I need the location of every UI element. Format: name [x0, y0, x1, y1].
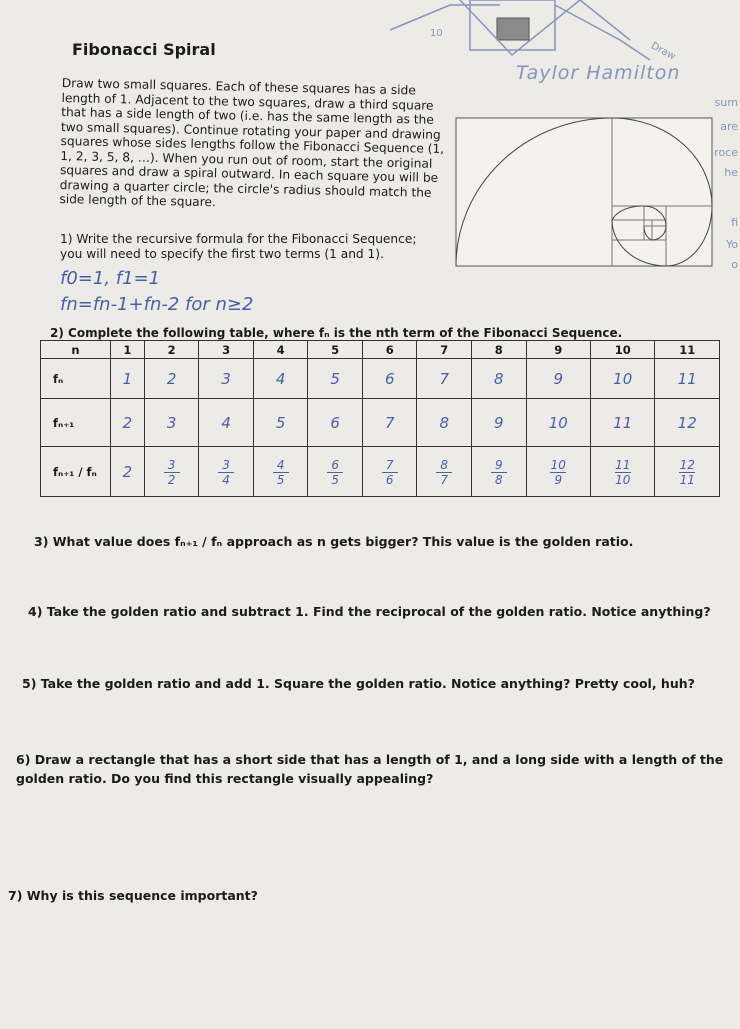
table-cell[interactable]: 6 — [308, 399, 363, 447]
margin-scrap: he — [724, 166, 738, 179]
table-cell[interactable]: 12 — [655, 399, 720, 447]
table-cell[interactable] — [362, 447, 417, 497]
table-header-cell: 1 — [111, 341, 145, 359]
question-5: 5) Take the golden ratio and add 1. Square the golden ratio. Notice anything? Pretty cool, huh? — [22, 676, 695, 691]
table-cell[interactable]: 8 — [417, 399, 472, 447]
table-cell[interactable]: 5 — [253, 399, 308, 447]
table-header-n: n — [41, 341, 111, 359]
table-header-cell: 2 — [144, 341, 199, 359]
table-cell[interactable]: 6 — [362, 359, 417, 399]
table-cell[interactable]: 4 — [253, 359, 308, 399]
intro-instructions: Draw two small squares. Each of these squares has a side length of 1. Adjacent to the two squares, draw a third square that has a side length of two (i.e. has the same length as the two small squares). Continue rotating your paper and drawing squares whose sides lengths follow the Fibonacci Sequence (1, 1, 2, 3, 5, 8, …). When you run out of room, start the original squares and draw a spiral outward. In each square you will be drawing a quarter circle; the circle's radius should match the side length of the square. — [59, 76, 445, 210]
row-label: fₙ — [41, 359, 111, 399]
table-header-cell: 5 — [308, 341, 363, 359]
table-cell[interactable]: 11 — [655, 359, 720, 399]
table-header-cell: 4 — [253, 341, 308, 359]
table-cell[interactable]: 3 — [199, 359, 254, 399]
table-header-cell: 9 — [526, 341, 590, 359]
question-4: 4) Take the golden ratio and subtract 1. Find the reciprocal of the golden ratio. Notice anything? — [28, 604, 711, 619]
question-7: 7) Why is this sequence important? — [8, 888, 258, 903]
question-1: 1) Write the recursive formula for the Fibonacci Sequence; you will need to specify the first two terms (1 and 1). — [60, 232, 417, 261]
margin-scrap: Yo — [726, 238, 738, 251]
table-cell[interactable] — [655, 447, 720, 497]
question-6: 6) Draw a rectangle that has a short side that has a length of 1, and a long side with a length of the golden ratio. Do you find this rectangle visually appealing? — [16, 752, 724, 786]
table-row-fn — [41, 359, 720, 399]
table-cell[interactable]: 9 — [472, 399, 527, 447]
header-number: 10 — [430, 28, 443, 39]
ratio-fraction: $\frac{10}{9}$ — [550, 457, 566, 487]
row-label: fₙ₊₁ — [41, 399, 111, 447]
ratio-fraction: $\frac{8}{7}$ — [436, 459, 452, 486]
fibonacci-table — [40, 340, 720, 497]
table-cell[interactable]: 9 — [526, 359, 590, 399]
table-header-cell: 11 — [655, 341, 720, 359]
margin-scrap: fi — [731, 216, 738, 229]
header-draw-note: Draw — [648, 40, 678, 63]
table-cell[interactable]: 4 — [199, 399, 254, 447]
table-cell[interactable]: 1 — [111, 359, 145, 399]
table-cell[interactable]: 2 — [111, 447, 145, 497]
ratio-fraction: $\frac{6}{5}$ — [327, 459, 343, 486]
table-cell[interactable] — [591, 447, 655, 497]
fibonacci-spiral-diagram — [454, 108, 718, 268]
table-cell[interactable]: 8 — [472, 359, 527, 399]
table-header-cell: 10 — [591, 341, 655, 359]
question-3: 3) What value does fₙ₊₁ / fₙ approach as n gets bigger? This value is the golden ratio. — [34, 534, 634, 549]
ratio-fraction: $\frac{7}{6}$ — [382, 459, 398, 486]
table-cell[interactable]: 3 — [144, 399, 199, 447]
table-cell[interactable] — [308, 447, 363, 497]
ratio-fraction: $\frac{11}{10}$ — [615, 457, 631, 487]
ratio-fraction: $\frac{4}{5}$ — [273, 459, 289, 486]
ratio-fraction: $\frac{3}{4}$ — [218, 459, 234, 486]
page-title: Fibonacci Spiral — [72, 40, 216, 59]
table-cell[interactable]: 5 — [308, 359, 363, 399]
table-cell[interactable] — [472, 447, 527, 497]
table-header-cell: 6 — [362, 341, 417, 359]
table-header-cell: 7 — [417, 341, 472, 359]
table-row-fn-plus-1 — [41, 399, 720, 447]
table-cell[interactable] — [144, 447, 199, 497]
table-cell[interactable]: 2 — [144, 359, 199, 399]
table-header-cell: 3 — [199, 341, 254, 359]
table-cell[interactable] — [253, 447, 308, 497]
margin-scrap: are — [720, 120, 738, 133]
table-cell[interactable]: 11 — [591, 399, 655, 447]
question-2: 2) Complete the following table, where fₙ is the nth term of the Fibonacci Sequence. — [50, 326, 623, 340]
answer-1-recursive-formula: fn=fn-1+fn-2 for n≥2 — [60, 294, 254, 315]
table-cell[interactable]: 10 — [591, 359, 655, 399]
table-cell[interactable]: 2 — [111, 399, 145, 447]
row-label: fₙ₊₁ / fₙ — [41, 447, 111, 497]
margin-scrap: sum — [714, 96, 738, 109]
student-name: Taylor Hamilton — [516, 62, 681, 84]
table-cell[interactable]: 7 — [362, 399, 417, 447]
answer-1-initial-terms: f0=1, f1=1 — [60, 268, 161, 289]
table-row-ratio — [41, 447, 720, 497]
margin-scrap: o — [731, 258, 738, 271]
table-header-row — [41, 341, 720, 359]
header-doodle — [380, 0, 660, 70]
ratio-fraction: $\frac{12}{11}$ — [679, 457, 695, 487]
table-cell[interactable] — [417, 447, 472, 497]
ratio-fraction: $\frac{3}{2}$ — [164, 459, 180, 486]
table-header-cell: 8 — [472, 341, 527, 359]
table-cell[interactable]: 7 — [417, 359, 472, 399]
margin-scrap: roce — [714, 146, 738, 159]
table-cell[interactable] — [526, 447, 590, 497]
table-cell[interactable] — [199, 447, 254, 497]
ratio-fraction: $\frac{9}{8}$ — [491, 459, 507, 486]
table-cell[interactable]: 10 — [526, 399, 590, 447]
